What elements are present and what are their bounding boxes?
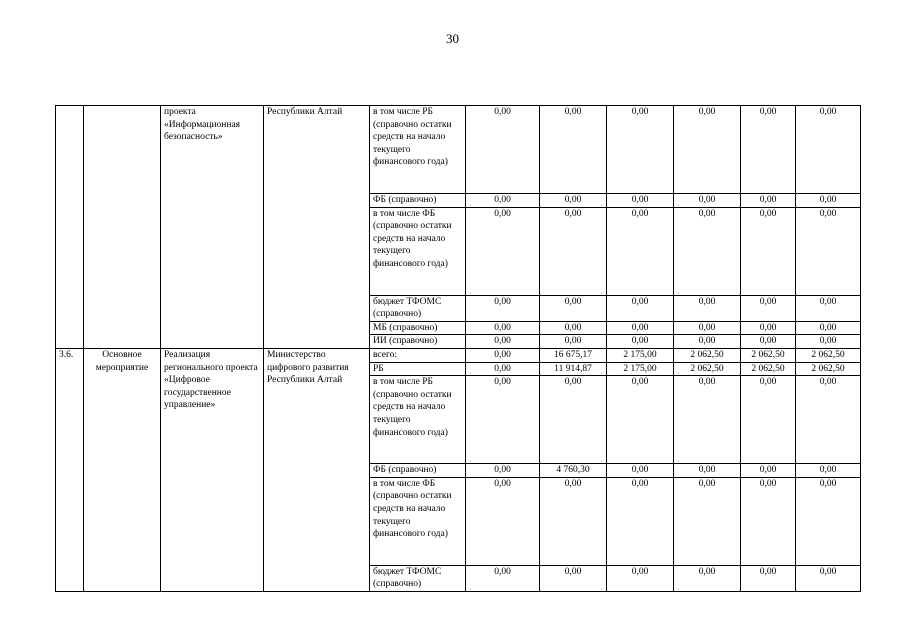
value-cell: 0,00 [796,565,861,591]
value-cell: 2 062,50 [674,348,741,362]
value-cell: 2 175,00 [607,362,674,376]
value-cell: 0,00 [540,106,607,194]
event-type-cell [84,106,161,349]
value-cell: 0,00 [466,464,540,478]
value-cell: 0,00 [741,194,796,208]
value-cell: 0,00 [796,106,861,194]
value-cell: 0,00 [540,194,607,208]
value-cell: 0,00 [741,207,796,295]
value-cell: 0,00 [607,477,674,565]
value-cell: 0,00 [741,376,796,464]
value-cell: 0,00 [540,335,607,349]
table-row [56,348,861,362]
value-cell: 0,00 [674,335,741,349]
value-cell: 0,00 [540,295,607,321]
value-cell: 0,00 [466,362,540,376]
value-cell: 0,00 [607,295,674,321]
value-cell: 0,00 [741,335,796,349]
value-cell: 0,00 [607,335,674,349]
value-cell: 0,00 [466,565,540,591]
value-cell: 0,00 [607,376,674,464]
row-number-cell: 3.6. [56,348,84,591]
value-cell: 0,00 [466,348,540,362]
value-cell: 0,00 [466,207,540,295]
value-cell: 0,00 [607,321,674,335]
value-cell: 0,00 [674,295,741,321]
value-cell: 0,00 [607,207,674,295]
funding-source-cell: бюджет ТФОМС (справочно) [370,295,466,321]
value-cell: 0,00 [607,464,674,478]
event-type-cell: Основное мероприятие [84,348,161,591]
value-cell: 0,00 [796,295,861,321]
value-cell: 2 062,50 [741,348,796,362]
value-cell: 0,00 [540,477,607,565]
value-cell: 0,00 [466,295,540,321]
value-cell: 0,00 [674,321,741,335]
event-name-cell: Реализация регионального проекта «Цифровое государственное управление» [161,348,264,591]
value-cell: 0,00 [796,207,861,295]
value-cell: 0,00 [466,376,540,464]
funding-source-cell: всего: [370,348,466,362]
value-cell: 0,00 [607,106,674,194]
value-cell: 0,00 [796,194,861,208]
funding-source-cell: в том числе ФБ (справочно остатки средств на начало текущего финансового года) [370,477,466,565]
value-cell: 0,00 [741,565,796,591]
row-number-cell [56,106,84,349]
value-cell: 0,00 [674,106,741,194]
value-cell: 0,00 [796,376,861,464]
value-cell: 0,00 [741,464,796,478]
value-cell: 11 914,87 [540,362,607,376]
budget-table [55,105,861,592]
table-row [56,106,861,194]
value-cell: 0,00 [674,565,741,591]
value-cell: 0,00 [607,565,674,591]
value-cell: 0,00 [540,321,607,335]
value-cell: 0,00 [674,464,741,478]
value-cell: 0,00 [796,321,861,335]
value-cell: 2 062,50 [674,362,741,376]
value-cell: 0,00 [466,477,540,565]
funding-source-cell: бюджет ТФОМС (справочно) [370,565,466,591]
executor-cell: Министерство цифрового развития Республики Алтай [264,348,370,591]
value-cell: 0,00 [466,321,540,335]
value-cell: 0,00 [540,565,607,591]
event-name-cell: проекта «Информационная безопасность» [161,106,264,349]
value-cell: 0,00 [796,477,861,565]
value-cell: 0,00 [540,376,607,464]
value-cell: 0,00 [741,477,796,565]
value-cell: 0,00 [674,477,741,565]
value-cell: 16 675,17 [540,348,607,362]
funding-source-cell: в том числе ФБ (справочно остатки средств на начало текущего финансового года) [370,207,466,295]
funding-source-cell: ФБ (справочно) [370,464,466,478]
value-cell: 2 062,50 [796,348,861,362]
value-cell: 0,00 [674,376,741,464]
funding-source-cell: ИИ (справочно) [370,335,466,349]
value-cell: 2 175,00 [607,348,674,362]
value-cell: 0,00 [466,335,540,349]
funding-source-cell: в том числе РБ (справочно остатки средств на начало текущего финансового года) [370,106,466,194]
value-cell: 0,00 [674,194,741,208]
page-number: 30 [446,31,459,46]
value-cell: 0,00 [741,106,796,194]
value-cell: 4 760,30 [540,464,607,478]
funding-source-cell: ФБ (справочно) [370,194,466,208]
executor-cell: Республики Алтай [264,106,370,349]
value-cell: 0,00 [741,295,796,321]
value-cell: 0,00 [466,194,540,208]
value-cell: 0,00 [607,194,674,208]
funding-source-cell: МБ (справочно) [370,321,466,335]
value-cell: 0,00 [466,106,540,194]
value-cell: 0,00 [741,321,796,335]
value-cell: 2 062,50 [796,362,861,376]
value-cell: 2 062,50 [741,362,796,376]
value-cell: 0,00 [796,464,861,478]
funding-source-cell: в том числе РБ (справочно остатки средств на начало текущего финансового года) [370,376,466,464]
funding-source-cell: РБ [370,362,466,376]
value-cell: 0,00 [674,207,741,295]
value-cell: 0,00 [540,207,607,295]
value-cell: 0,00 [796,335,861,349]
